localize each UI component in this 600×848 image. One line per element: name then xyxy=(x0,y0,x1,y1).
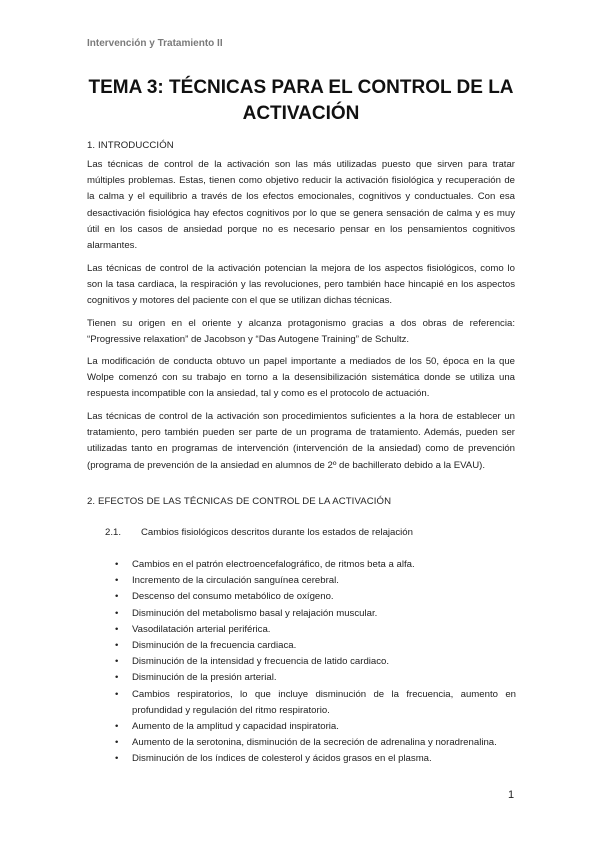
list-item: • Cambios en el patrón electroencefalográfico, de ritmos beta a alfa. xyxy=(132,557,516,573)
bullet-icon: • xyxy=(115,656,119,668)
bullet-icon: • xyxy=(115,672,119,684)
bullet-icon: • xyxy=(115,753,119,765)
list-item: • Incremento de la circulación sanguínea cerebral. xyxy=(132,573,516,589)
bullet-icon: • xyxy=(115,737,119,749)
physiological-changes-list xyxy=(115,557,516,768)
title-line-2: ACTIVACIÓN xyxy=(242,103,360,124)
section-heading-introduccion: 1. INTRODUCCIÓN xyxy=(87,140,174,151)
paragraph-1: Las técnicas de control de la activación son las más utilizadas puesto que sirven para tratar múltiples problemas. Estas, tienen como objetivo reducir la activación fisiológica y recuperación de la calma y el equilibrio a través de los efectos emocionales, cognitivos y conductuales. Con esa desactivación fisiológica hay efectos cognitivos por lo que se genera sensación de calma y es muy útil en los casos de ansiedad porque no es necesario pensar en los pensamientos cognitivos alarmantes. xyxy=(87,159,515,252)
running-header: Intervención y Tratamiento II xyxy=(87,38,223,49)
bullet-icon: • xyxy=(115,688,119,700)
list-item: • Aumento de la amplitud y capacidad inspiratoria. xyxy=(132,719,516,735)
title-line-1: TEMA 3: TÉCNICAS PARA EL CONTROL DE LA xyxy=(88,77,514,98)
bullet-icon: • xyxy=(115,721,119,733)
bullet-icon: • xyxy=(115,640,119,652)
list-item: • Disminución de los índices de colesterol y ácidos grasos en el plasma. xyxy=(132,751,516,767)
bullet-icon: • xyxy=(115,575,119,587)
bullet-icon: • xyxy=(115,559,119,570)
section-heading-efectos: 2. EFECTOS DE LAS TÉCNICAS DE CONTROL DE LA ACTIVACIÓN xyxy=(87,496,392,507)
bullet-icon: • xyxy=(115,623,119,635)
list-item: • Descenso del consumo metabólico de oxígeno. xyxy=(132,589,516,605)
list-item: • Disminución del metabolismo basal y relajación muscular. xyxy=(132,606,516,622)
subsection-title: Cambios fisiológicos descritos durante los estados de relajación xyxy=(141,527,413,538)
page-number: 1 xyxy=(508,789,515,801)
paragraph-2: Las técnicas de control de la activación potencian la mejora de los aspectos fisiológicos, como lo son la tasa cardiaca, la respiración y las revoluciones, pero también hace hincapié en los aspectos cognitivos y motores del paciente con el que se utilizan dichas técnicas. xyxy=(87,263,515,307)
list-item: • Disminución de la presión arterial. xyxy=(132,670,516,686)
subsection-heading xyxy=(105,527,413,538)
list-item: • Vasodilatación arterial periférica. xyxy=(132,622,516,638)
list-item: • Disminución de la intensidad y frecuencia de latido cardiaco. xyxy=(132,654,516,670)
subsection-number: 2.1. xyxy=(105,527,122,538)
document-title xyxy=(87,75,515,127)
list-item: • Cambios respiratorios, lo que incluye disminución de la frecuencia, aumento en profundidad y regulación del ritmo respiratorio. xyxy=(115,688,516,716)
paragraph-5: Las técnicas de control de la activación son procedimientos suficientes a la hora de establecer un tratamiento, pero también pueden ser parte de un programa de tratamiento. Además, pueden ser utilizadas tanto en programas de intervención (intervención de la ansiedad) como de prevención (programa de prevención de la ansiedad en alumnos de 2º de bachillerato debido a la EVAU). xyxy=(87,411,515,471)
list-item: • Disminución de la frecuencia cardiaca. xyxy=(132,638,516,654)
paragraph-3: Tienen su origen en el oriente y alcanza protagonismo gracias a dos obras de referencia: “Progressive relaxation” de Jacobson y “Das Autogene Training” de Schultz. xyxy=(87,318,515,346)
bullet-icon: • xyxy=(115,607,119,619)
paragraph-4: La modificación de conducta obtuvo un papel importante a mediados de los 50, época en la que Wolpe comenzó con su trabajo en torno a la desensibilización sistemática donde se utiliza una respuesta incompatible con la ansiedad, tal y como es el protocolo de actuación. xyxy=(87,356,515,400)
list-item: • Aumento de la serotonina, disminución de la secreción de adrenalina y noradrenalina. xyxy=(132,735,516,751)
bullet-icon: • xyxy=(115,591,119,603)
